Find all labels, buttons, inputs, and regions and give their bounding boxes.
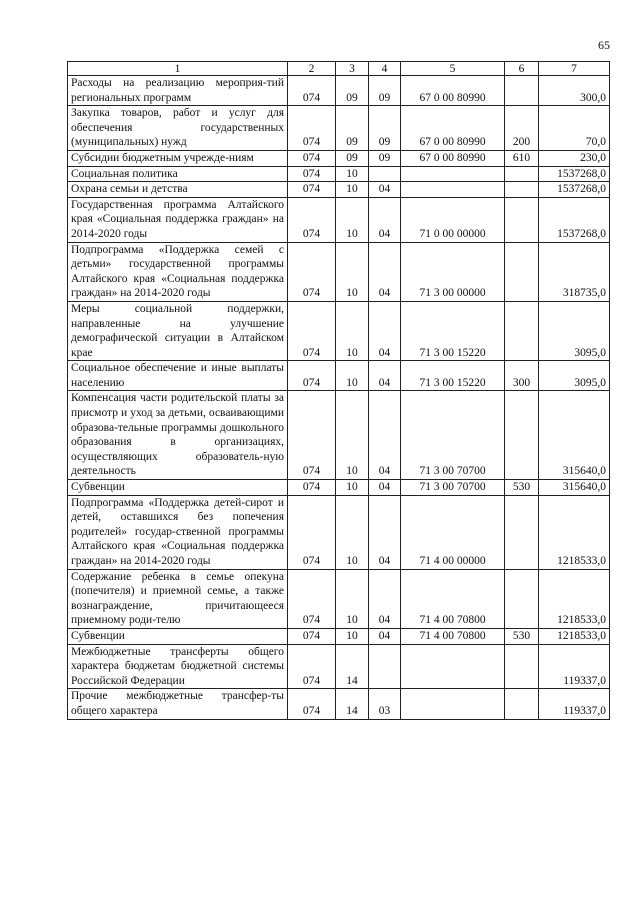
row-subsection-cell bbox=[369, 166, 401, 182]
row-subsection-cell: 04 bbox=[369, 197, 401, 242]
row-code-cell: 074 bbox=[288, 301, 336, 360]
row-expense-type-cell: 530 bbox=[505, 628, 539, 644]
row-subsection-cell: 04 bbox=[369, 242, 401, 301]
row-amount-cell: 1537268,0 bbox=[539, 182, 610, 198]
row-amount-cell: 1537268,0 bbox=[539, 197, 610, 242]
row-name-cell: Подпрограмма «Поддержка детей-сирот и детей, оставшихся без попечения родителей» государ-ственной программы Алтайского края «Социальная поддержка граждан» на 2014-2020 годы bbox=[68, 495, 288, 569]
table-row bbox=[68, 480, 610, 496]
row-expense-type-cell bbox=[505, 182, 539, 198]
row-subsection-cell: 04 bbox=[369, 569, 401, 628]
row-code-cell: 074 bbox=[288, 182, 336, 198]
row-subsection-cell: 04 bbox=[369, 361, 401, 391]
row-target-cell: 67 0 00 80990 bbox=[401, 76, 505, 106]
row-expense-type-cell: 200 bbox=[505, 106, 539, 151]
row-section-cell: 10 bbox=[336, 301, 369, 360]
row-code-cell: 074 bbox=[288, 391, 336, 480]
row-target-cell bbox=[401, 166, 505, 182]
row-expense-type-cell bbox=[505, 495, 539, 569]
row-section-cell: 10 bbox=[336, 242, 369, 301]
row-target-cell: 71 3 00 15220 bbox=[401, 301, 505, 360]
column-header: 7 bbox=[539, 62, 610, 76]
row-amount-cell: 119337,0 bbox=[539, 644, 610, 689]
page-number: 65 bbox=[598, 38, 610, 52]
row-section-cell: 10 bbox=[336, 182, 369, 198]
column-header: 2 bbox=[288, 62, 336, 76]
row-amount-cell: 315640,0 bbox=[539, 391, 610, 480]
row-name-cell: Прочие межбюджетные трансфер-ты общего характера bbox=[68, 689, 288, 719]
row-section-cell: 10 bbox=[336, 391, 369, 480]
row-name-cell: Социальное обеспечение и иные выплаты населению bbox=[68, 361, 288, 391]
row-expense-type-cell bbox=[505, 644, 539, 689]
row-expense-type-cell bbox=[505, 569, 539, 628]
row-section-cell: 10 bbox=[336, 361, 369, 391]
row-name-cell: Содержание ребенка в семье опекуна (попечителя) и приемной семье, а также вознаграждение, причитающееся приемному роди-телю bbox=[68, 569, 288, 628]
row-amount-cell: 70,0 bbox=[539, 106, 610, 151]
row-subsection-cell: 04 bbox=[369, 628, 401, 644]
row-amount-cell: 318735,0 bbox=[539, 242, 610, 301]
row-expense-type-cell bbox=[505, 76, 539, 106]
row-section-cell: 10 bbox=[336, 569, 369, 628]
row-code-cell: 074 bbox=[288, 166, 336, 182]
row-code-cell: 074 bbox=[288, 150, 336, 166]
table-row bbox=[68, 689, 610, 719]
row-amount-cell: 1218533,0 bbox=[539, 569, 610, 628]
row-expense-type-cell bbox=[505, 242, 539, 301]
row-expense-type-cell: 610 bbox=[505, 150, 539, 166]
row-code-cell: 074 bbox=[288, 628, 336, 644]
row-section-cell: 10 bbox=[336, 628, 369, 644]
row-name-cell: Меры социальной поддержки, направленные на улучшение демографической ситуации в Алтайском крае bbox=[68, 301, 288, 360]
table-body bbox=[68, 76, 610, 720]
row-name-cell: Субвенции bbox=[68, 480, 288, 496]
row-name-cell: Социальная политика bbox=[68, 166, 288, 182]
row-name-cell: Межбюджетные трансферты общего характера бюджетам бюджетной системы Российской Федерации bbox=[68, 644, 288, 689]
row-expense-type-cell bbox=[505, 301, 539, 360]
row-name-cell: Государственная программа Алтайского края «Социальная поддержка граждан» на 2014-2020 годы bbox=[68, 197, 288, 242]
row-code-cell: 074 bbox=[288, 242, 336, 301]
row-target-cell: 71 4 00 00000 bbox=[401, 495, 505, 569]
row-subsection-cell: 03 bbox=[369, 689, 401, 719]
row-target-cell: 71 4 00 70800 bbox=[401, 569, 505, 628]
row-expense-type-cell bbox=[505, 689, 539, 719]
table-row bbox=[68, 150, 610, 166]
row-target-cell: 71 0 00 00000 bbox=[401, 197, 505, 242]
table-row bbox=[68, 182, 610, 198]
row-subsection-cell: 04 bbox=[369, 480, 401, 496]
row-expense-type-cell bbox=[505, 166, 539, 182]
table-row bbox=[68, 391, 610, 480]
column-header: 6 bbox=[505, 62, 539, 76]
row-subsection-cell: 04 bbox=[369, 301, 401, 360]
row-subsection-cell bbox=[369, 644, 401, 689]
row-section-cell: 14 bbox=[336, 644, 369, 689]
row-expense-type-cell bbox=[505, 197, 539, 242]
row-target-cell bbox=[401, 182, 505, 198]
header-row bbox=[68, 62, 610, 76]
row-name-cell: Расходы на реализацию мероприя-тий региональных программ bbox=[68, 76, 288, 106]
row-name-cell: Охрана семьи и детства bbox=[68, 182, 288, 198]
row-code-cell: 074 bbox=[288, 197, 336, 242]
row-section-cell: 10 bbox=[336, 166, 369, 182]
row-amount-cell: 1218533,0 bbox=[539, 495, 610, 569]
row-amount-cell: 3095,0 bbox=[539, 361, 610, 391]
row-code-cell: 074 bbox=[288, 569, 336, 628]
row-amount-cell: 1537268,0 bbox=[539, 166, 610, 182]
column-header: 3 bbox=[336, 62, 369, 76]
row-amount-cell: 119337,0 bbox=[539, 689, 610, 719]
table-row bbox=[68, 242, 610, 301]
row-expense-type-cell bbox=[505, 391, 539, 480]
row-target-cell bbox=[401, 689, 505, 719]
row-amount-cell: 315640,0 bbox=[539, 480, 610, 496]
row-section-cell: 09 bbox=[336, 150, 369, 166]
row-subsection-cell: 04 bbox=[369, 391, 401, 480]
row-section-cell: 10 bbox=[336, 197, 369, 242]
table-row bbox=[68, 76, 610, 106]
row-expense-type-cell: 530 bbox=[505, 480, 539, 496]
row-name-cell: Субвенции bbox=[68, 628, 288, 644]
row-target-cell: 71 4 00 70800 bbox=[401, 628, 505, 644]
row-amount-cell: 230,0 bbox=[539, 150, 610, 166]
table-row bbox=[68, 569, 610, 628]
row-name-cell: Субсидии бюджетным учрежде-ниям bbox=[68, 150, 288, 166]
row-section-cell: 09 bbox=[336, 76, 369, 106]
table-row bbox=[68, 106, 610, 151]
budget-table bbox=[67, 61, 610, 720]
row-subsection-cell: 09 bbox=[369, 76, 401, 106]
row-amount-cell: 1218533,0 bbox=[539, 628, 610, 644]
table-row bbox=[68, 301, 610, 360]
row-target-cell: 71 3 00 15220 bbox=[401, 361, 505, 391]
row-section-cell: 09 bbox=[336, 106, 369, 151]
row-expense-type-cell: 300 bbox=[505, 361, 539, 391]
table-row bbox=[68, 628, 610, 644]
row-section-cell: 10 bbox=[336, 480, 369, 496]
row-target-cell: 71 3 00 70700 bbox=[401, 391, 505, 480]
row-subsection-cell: 09 bbox=[369, 106, 401, 151]
row-target-cell: 67 0 00 80990 bbox=[401, 150, 505, 166]
row-code-cell: 074 bbox=[288, 106, 336, 151]
row-code-cell: 074 bbox=[288, 495, 336, 569]
row-code-cell: 074 bbox=[288, 644, 336, 689]
table-row bbox=[68, 166, 610, 182]
table-row bbox=[68, 197, 610, 242]
row-section-cell: 14 bbox=[336, 689, 369, 719]
row-target-cell: 71 3 00 70700 bbox=[401, 480, 505, 496]
row-name-cell: Подпрограмма «Поддержка семей с детьми» государственной программы Алтайского края «Социальная поддержка граждан» на 2014-2020 годы bbox=[68, 242, 288, 301]
row-name-cell: Закупка товаров, работ и услуг для обеспечения государственных (муниципальных) нужд bbox=[68, 106, 288, 151]
table-row bbox=[68, 644, 610, 689]
row-subsection-cell: 09 bbox=[369, 150, 401, 166]
row-target-cell: 67 0 00 80990 bbox=[401, 106, 505, 151]
row-subsection-cell: 04 bbox=[369, 495, 401, 569]
row-code-cell: 074 bbox=[288, 361, 336, 391]
row-name-cell: Компенсация части родительской платы за присмотр и уход за детьми, осваивающими образова-тельные программы дошкольного образования в организациях, осуществляющих образователь-ную деятельность bbox=[68, 391, 288, 480]
column-header: 5 bbox=[401, 62, 505, 76]
row-amount-cell: 300,0 bbox=[539, 76, 610, 106]
row-code-cell: 074 bbox=[288, 480, 336, 496]
row-code-cell: 074 bbox=[288, 689, 336, 719]
row-target-cell bbox=[401, 644, 505, 689]
column-header: 1 bbox=[68, 62, 288, 76]
row-section-cell: 10 bbox=[336, 495, 369, 569]
table-row bbox=[68, 361, 610, 391]
row-code-cell: 074 bbox=[288, 76, 336, 106]
table-row bbox=[68, 495, 610, 569]
row-amount-cell: 3095,0 bbox=[539, 301, 610, 360]
row-subsection-cell: 04 bbox=[369, 182, 401, 198]
row-target-cell: 71 3 00 00000 bbox=[401, 242, 505, 301]
column-header: 4 bbox=[369, 62, 401, 76]
